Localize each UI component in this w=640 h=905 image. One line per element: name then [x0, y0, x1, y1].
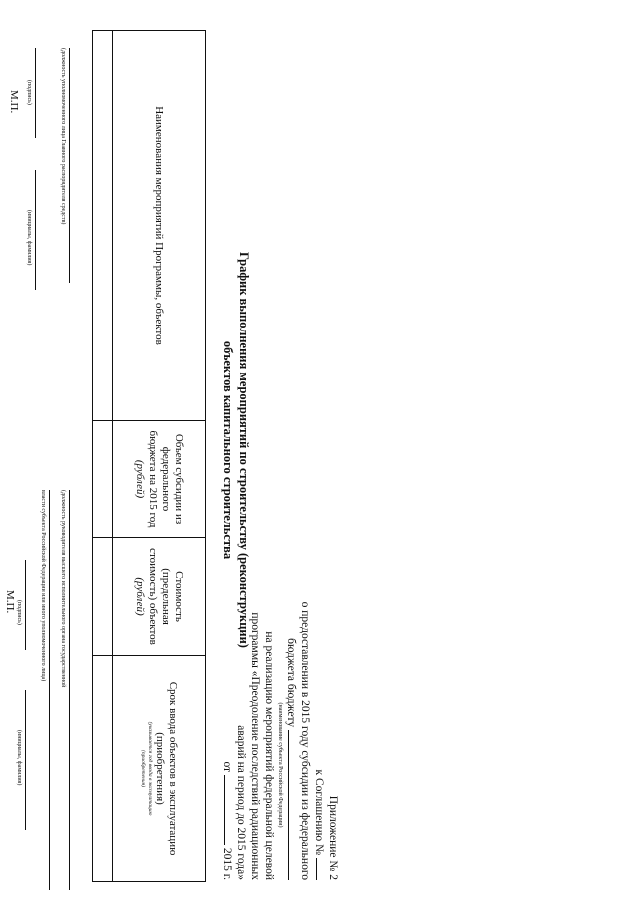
title-line-2: объектов капитального строительства: [221, 340, 235, 560]
title-line-1: График выполнения мероприятий по строительству (реконструкции): [237, 252, 251, 648]
date-prefix: от: [221, 761, 233, 773]
right-name-line: [25, 690, 26, 830]
right-name-caption: (инициалы, фамилия): [16, 730, 22, 786]
header-subsidy: [113, 421, 205, 537]
right-position-line-1: [69, 490, 70, 890]
table-row-divider: [112, 31, 113, 881]
document-title: [220, 180, 252, 720]
right-position-caption-1: (должность руководителя высшего исполнительного органа государственной: [60, 490, 66, 688]
date-blank: [224, 775, 225, 845]
header-subsidy-unit: (рублей): [134, 459, 146, 499]
left-position-caption: (должность уполномоченного лица Главного распорядителя средств): [60, 48, 66, 225]
col-commissioning: [93, 656, 205, 881]
left-name-caption: (инициалы, фамилия): [26, 210, 32, 266]
subject-blank: [288, 730, 289, 880]
appendix-line-2: бюджета бюджету: [285, 638, 297, 728]
right-stamp-place: М.П.: [4, 590, 16, 614]
header-cost: [113, 538, 205, 655]
agreement-number-line: [312, 540, 326, 880]
subject-hint: (наименование субъекта Российской Федерации): [277, 702, 283, 828]
left-stamp-place: М.П.: [8, 90, 20, 114]
right-position-line-2: [49, 490, 50, 890]
budget-line: [284, 540, 298, 880]
appendix-number: Приложение № 2: [327, 795, 339, 880]
right-signature-line: [25, 560, 26, 650]
col-events: [93, 31, 205, 421]
date-suffix: 2015 г.: [221, 847, 233, 880]
header-commissioning-text: Срок ввода объектов в эксплуатацию (приобретения): [154, 681, 179, 856]
header-cost-unit: (рублей): [134, 577, 146, 616]
schedule-table: [92, 30, 206, 882]
header-events-text: Наименования мероприятий Программы, объектов: [153, 106, 166, 345]
appendix-line-4: программы «Преодоление последствий радиационных: [249, 612, 261, 880]
left-name-line: [35, 170, 36, 290]
header-events: [113, 31, 205, 420]
col-subsidy: [93, 421, 205, 538]
appendix-line-1: о предоставлении в 2015 году субсидии из федерального: [299, 601, 311, 880]
agreement-number-blank: [316, 858, 317, 880]
header-commissioning-hint-2: (приобретения): [140, 750, 146, 787]
appendix-line-3: на реализацию мероприятий федеральной целевой: [263, 631, 275, 880]
header-subsidy-text: Объем субсидии из федерального бюджета на 2015 год: [147, 430, 185, 528]
header-commissioning: [113, 656, 205, 881]
header-commissioning-hint-1: (указывается год ввода в эксплуатацию: [147, 721, 153, 816]
left-position-line: [69, 48, 70, 283]
left-signature-line: [35, 48, 36, 138]
col-cost: [93, 538, 205, 656]
header-cost-text: Стоимость (предельная стоимость) объектов: [147, 548, 185, 645]
agreement-label: к Соглашению №: [313, 769, 325, 856]
left-signature-caption: (подпись): [26, 80, 32, 105]
right-position-caption-2: власти субъекта Российской Федерации или иного уполномоченного лица): [40, 490, 46, 682]
appendix-line-5: аварий на период до 2015 года»: [235, 725, 247, 880]
right-signature-caption: (подпись): [16, 600, 22, 625]
